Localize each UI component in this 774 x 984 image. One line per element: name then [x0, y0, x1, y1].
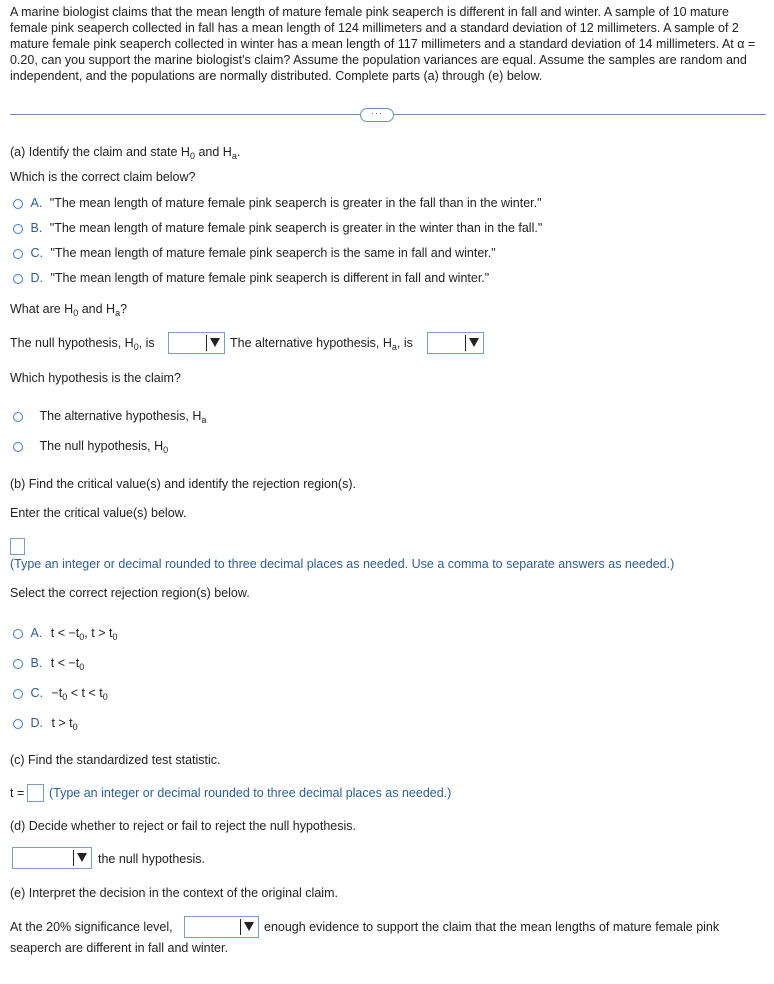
radio-button[interactable]	[13, 412, 23, 422]
part-b-heading: (b) Find the critical value(s) and identify the rejection region(s).	[10, 477, 356, 491]
rejection-option-d[interactable]: D. $t > t_0$	[13, 716, 78, 732]
enter-critical-values: Enter the critical value(s) below.	[10, 506, 187, 520]
decision-suffix: the null hypothesis.	[98, 852, 206, 866]
radio-button[interactable]	[13, 719, 23, 729]
part-e-heading: (e) Interpret the decision in the context of the original claim.	[10, 886, 338, 900]
part-c-heading: (c) Find the standardized test statistic.	[10, 753, 221, 767]
rejection-option-b[interactable]: B. $t < -t_0$	[13, 656, 84, 672]
dropdown-arrow-icon	[469, 338, 479, 347]
test-statistic-input[interactable]	[27, 784, 44, 802]
claim-option-d[interactable]: D. "The mean length of mature female pink seaperch is different in fall and winter."	[13, 271, 489, 285]
claim-hypothesis-null[interactable]: The null hypothesis, $H_0$	[13, 439, 168, 455]
interpretation-suffix: enough evidence to support the claim that the mean lengths of mature female pink	[264, 920, 720, 934]
select-rejection-region: Select the correct rejection region(s) below.	[10, 586, 250, 600]
radio-button[interactable]	[13, 199, 23, 209]
alt-hypothesis-dropdown[interactable]	[427, 332, 484, 354]
rejection-option-a[interactable]: A. $t < -t_0$, $t > t_0$	[13, 626, 117, 642]
part-a-heading: (a) Identify the claim and state $H_0$ and $H_a$.	[10, 145, 241, 161]
radio-button[interactable]	[13, 689, 23, 699]
hypotheses-question: What are $H_0$ and $H_a$?	[10, 302, 128, 318]
claim-option-c[interactable]: C. "The mean length of mature female pink seaperch is the same in fall and winter."	[13, 246, 496, 260]
interpretation-prefix: At the 20% significance level,	[10, 920, 173, 934]
test-statistic-hint: (Type an integer or decimal rounded to three decimal places as needed.)	[49, 786, 452, 800]
which-claim-question: Which hypothesis is the claim?	[10, 371, 181, 385]
critical-value-hint: (Type an integer or decimal rounded to three decimal places as needed. Use a comma to separate answers as needed.)	[10, 557, 675, 571]
dropdown-arrow-icon	[244, 922, 254, 931]
dropdown-arrow-icon	[77, 853, 87, 862]
alt-hypothesis-label: The alternative hypothesis, $H_a$, is	[230, 336, 413, 352]
t-label: t =	[10, 786, 25, 800]
radio-button[interactable]	[13, 629, 23, 639]
interpretation-line2: seaperch are different in fall and winter.	[10, 941, 228, 955]
rejection-option-c[interactable]: C. $-t_0 < t < t_0$	[13, 686, 108, 702]
claim-option-b[interactable]: B. "The mean length of mature female pink seaperch is greater in the winter than in the fall."	[13, 221, 542, 235]
dropdown-divider	[465, 335, 466, 351]
dropdown-arrow-icon	[210, 338, 220, 347]
dropdown-divider	[73, 850, 74, 866]
claim-question: Which is the correct claim below?	[10, 170, 196, 184]
radio-button[interactable]	[13, 659, 23, 669]
decision-dropdown[interactable]	[12, 847, 92, 869]
null-hypothesis-label: The null hypothesis, $H_0$, is	[10, 336, 155, 352]
radio-button[interactable]	[13, 249, 23, 259]
null-hypothesis-dropdown[interactable]	[168, 332, 225, 354]
part-d-heading: (d) Decide whether to reject or fail to reject the null hypothesis.	[10, 819, 357, 833]
dropdown-divider	[240, 919, 241, 935]
interpretation-dropdown[interactable]	[184, 916, 259, 938]
radio-button[interactable]	[13, 224, 23, 234]
expand-more-button[interactable]: ···	[360, 108, 394, 122]
claim-hypothesis-alt[interactable]: The alternative hypothesis, $H_a$	[13, 409, 206, 425]
dropdown-divider	[206, 335, 207, 351]
critical-value-input[interactable]	[10, 538, 25, 555]
radio-button[interactable]	[13, 442, 23, 452]
radio-button[interactable]	[13, 274, 23, 284]
claim-option-a[interactable]: A. "The mean length of mature female pink seaperch is greater in the fall than in the winter."	[13, 196, 542, 210]
problem-statement: A marine biologist claims that the mean length of mature female pink seaperch is different in fall and winter. A sample of 10 mature female pink seaperch collected in fall has a mean length of 124 millimeters and a standard deviation of 12 millimeters. A sample of 2 mature female pink seaperch collected in winter has a mean length of 117 millimeters and a standard deviation of 14 millimeters. At α = 0.20, can you support the marine biologist's claim? Assume the population variances are equal. Assume the samples are random and independent, and the populations are normally distributed. Complete parts (a) through (e) below.	[10, 5, 756, 83]
